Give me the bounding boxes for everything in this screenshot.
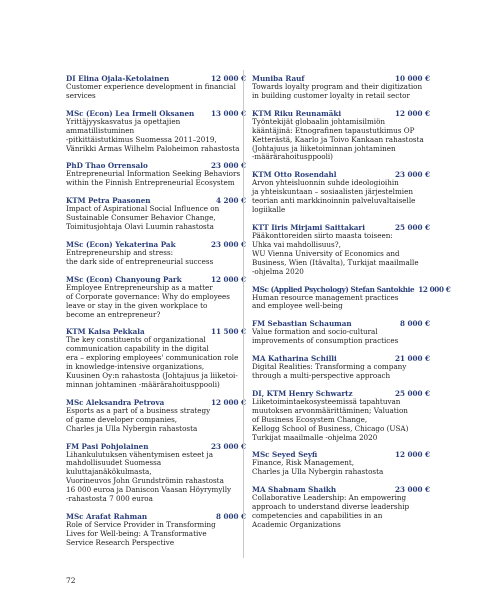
recipient-name: PhD Thao Orrensalo	[66, 161, 148, 171]
recipient-name: MSc (Econ) Yekaterina Pak	[66, 239, 176, 249]
list-item	[66, 161, 246, 188]
grant-amount: 11 500 €	[210, 327, 246, 337]
project-description: Entrepreneurial Information Seeking Behaviors within the Finnish Entrepreneurial Ecosystem	[66, 169, 241, 188]
list-item	[252, 319, 430, 346]
grant-amount: 12 000 €	[210, 274, 246, 284]
project-description: Impact of Aspirational Social Influence on Sustainable Consumer Behavior Change, Toimitusjohtaja Olavi Luumin rahastosta	[66, 204, 220, 232]
list-item	[252, 74, 430, 101]
project-description: Entrepreneurship and stress: the dark side of entrepreneurial success	[66, 247, 214, 266]
recipient-name: MSc (Econ) Chanyoung Park	[66, 274, 182, 284]
recipient-name: MSc Arafat Rahman	[66, 512, 148, 521]
recipient-name: MA Shabnam Shaikh	[252, 485, 337, 495]
list-item	[66, 398, 246, 434]
recipient-name: DI, KTM Henry Schwartz	[252, 388, 353, 398]
list-item	[252, 485, 430, 530]
grant-amount: 21 000 €	[394, 354, 430, 364]
right-column	[246, 74, 451, 538]
project-description: Customer experience development in financial services	[66, 82, 236, 100]
recipient-name: MSc Seyed Seyfi	[252, 450, 318, 460]
project-description: Yrittäjyyskasvatus ja opettajien ammatillistuminen -pitkittäistutkimus Suomessa 2011–2019, Vänrikki Armas Wilhelm Paloheimon rahastosta	[66, 116, 240, 153]
grant-amount: 12 000 €	[394, 108, 430, 118]
left-column	[66, 74, 246, 556]
recipient-name: Muniba Rauf	[252, 74, 305, 83]
list-item	[66, 442, 246, 504]
grant-amount: 25 000 €	[394, 388, 430, 398]
project-description: The key constituents of organizational communication capability in the digital era – exploring employees' communication role in knowledge-intensive organizations, Kuusinen Oy:n rahastosta (Johtajuus ja liiketoi- minnan johtaminen -määrärahoitusppooli)	[66, 335, 239, 389]
recipient-name: KTM Riku Reunamäki	[252, 108, 342, 118]
page-number: 72	[66, 576, 76, 585]
grant-amount: 13 000 €	[210, 108, 246, 118]
list-item	[252, 170, 430, 215]
list-item	[252, 389, 430, 443]
grant-amount: 8 000 €	[215, 512, 246, 521]
grant-amount: 12 000 €	[394, 450, 430, 460]
project-description: Arvon yhteisluonnin suhde ideologioihin ja yhteiskuntaan – sosiaalisten järjestelmien teorian anti markkinoinnin palveluvaltaiselle logiikalle	[252, 178, 416, 215]
project-description: Digital Realities: Transforming a company through a multi-perspective approach	[252, 362, 407, 381]
list-item	[66, 74, 246, 101]
list-item	[66, 109, 246, 154]
list-item	[66, 512, 246, 548]
grant-amount: 23 000 €	[210, 441, 246, 451]
list-item	[66, 275, 246, 320]
grant-amount: 23 000 €	[210, 239, 246, 249]
project-description: Lihankulutuksen vähentymisen esteet ja mahdollisuudet Suomessa kuluttajanäkökulmasta, Vuorineuvos John Grundströmin rahastosta 16 000 euroa ja Daniscon Vaasan Höyrymylly -rahastosta 7 000 euroa	[66, 449, 232, 504]
recipient-name: MSc (Applied Psychology) Stefan Santokhie	[252, 284, 415, 294]
project-description: Collaborative Leadership: An empowering approach to understand diverse leadership competencies and capabilities in an Academic Organizations	[252, 493, 410, 529]
grant-amount: 12 000 €	[210, 74, 246, 83]
project-description: Towards loyalty program and their digitization in building customer loyalty in retail sector	[252, 82, 423, 100]
recipient-name: DI Elina Ojala-Ketolainen	[66, 74, 170, 83]
recipient-name: KTM Otto Rosendahl	[252, 170, 337, 180]
list-item	[66, 327, 246, 389]
grant-amount: 12 000 €	[210, 397, 246, 407]
grant-amount: 23 000 €	[394, 485, 430, 495]
grant-amount: 4 200 €	[215, 196, 246, 206]
recipient-name: KTM Petra Paasonen	[66, 196, 151, 206]
recipient-name: KTM Kaisa Pekkala	[66, 327, 145, 337]
recipient-name: MSc Aleksandra Petrova	[66, 397, 165, 407]
project-description: Esports as a part of a business strategy of game developer companies, Charles ja Ulla Nybergin rahastosta	[66, 405, 211, 433]
project-description: Role of Service Provider in Transforming Lives for Well-being: A Transformative Service Research Perspective	[66, 520, 216, 547]
project-description: Työntekijät globaalin johtamisilmiön kääntäjinä: Etnografinen tapaustutkimus OP Ketterästä, Kaarlo ja Toivo Kankaan rahastosta (Johtajuus ja liiketoiminnan johtaminen -määrärahoitusppooli)	[252, 116, 424, 162]
list-item	[252, 284, 451, 312]
grant-amount: 8 000 €	[399, 319, 430, 329]
recipient-name: MSc (Econ) Lea Irmeli Oksanen	[66, 108, 195, 118]
recipient-name: FM Pasi Pohjolainen	[66, 441, 149, 451]
recipient-name: KTT Iiris Mirjami Saittakari	[252, 222, 365, 232]
list-item	[252, 109, 430, 163]
grant-amount: 23 000 €	[394, 170, 430, 180]
list-item	[66, 196, 246, 232]
project-description: Human resource management practices and employee well-being	[252, 292, 399, 311]
project-description: Liiketoimintaekosysteemissä tapahtuvan muutoksen arvonmäärittäminen; Valuation of Business Ecosystem Change, Kellogg School of Business, Chicago (USA) Turkijat maailmalle -ohjelma 2020	[252, 396, 409, 442]
grant-amount: 25 000 €	[394, 222, 430, 232]
project-description: Employee Entrepreneurship as a matter of Corporate governance: Why do employees leave or stay in the given workplace to become an entrepreneur?	[66, 282, 230, 319]
recipient-name: FM Sebastian Schauman	[252, 319, 352, 329]
list-item	[252, 450, 430, 477]
list-item	[252, 223, 430, 277]
recipient-name: MA Katharina Schilli	[252, 354, 337, 364]
project-description: Pääkonttoreiden siirto maasta toiseen: Uhka vai mahdollisuus?, WU Vienna University of Economics and Business, Wien (Itävalta), Turkijat maailmalle -ohjelma 2020	[252, 230, 419, 276]
list-item	[252, 354, 430, 381]
list-item	[66, 240, 246, 267]
project-description: Value formation and socio-cultural improvements of consumption practices	[252, 327, 399, 346]
grant-amount: 10 000 €	[394, 74, 430, 83]
grant-amount: 12 000 €	[418, 284, 451, 294]
grant-amount: 23 000 €	[210, 161, 246, 171]
project-description: Finance, Risk Management, Charles ja Ulla Nybergin rahastosta	[252, 458, 384, 477]
column-divider	[243, 70, 244, 558]
